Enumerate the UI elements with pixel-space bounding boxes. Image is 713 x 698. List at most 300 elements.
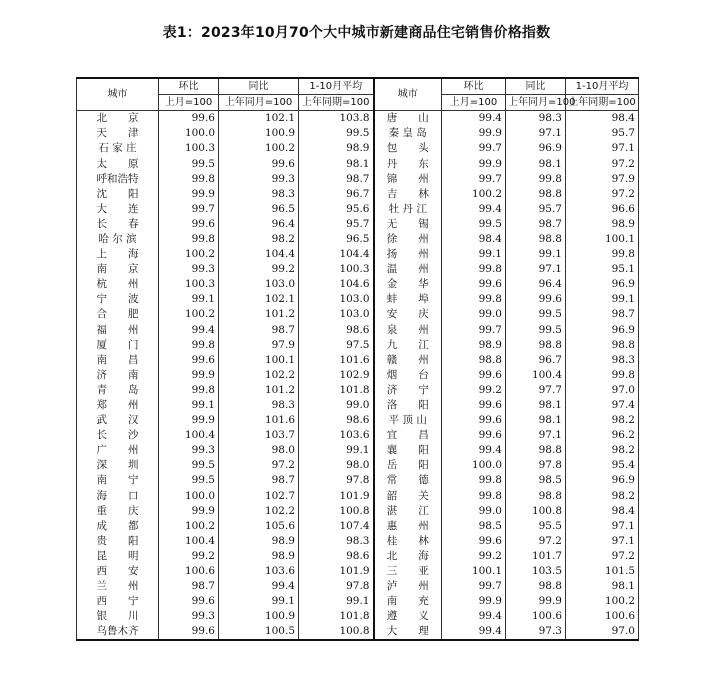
cell-city-right: 蚌 埠 [374,292,442,307]
cell-avg-left: 96.5 [299,232,374,247]
cell-yoy-right: 95.5 [506,519,566,534]
cell-city-right: 韶 关 [374,489,442,504]
cell-avg-right: 98.4 [566,504,639,519]
cell-avg-right: 97.2 [566,156,639,171]
cell-city-right: 济 宁 [374,383,442,398]
cell-avg-right: 95.1 [566,262,639,277]
cell-city-left: 西 安 [77,564,159,579]
cell-avg-right: 100.6 [566,609,639,624]
cell-city-right: 三 亚 [374,564,442,579]
cell-avg-left: 101.9 [299,564,374,579]
cell-city-left: 厦 门 [77,338,159,353]
cell-mom-left: 100.0 [159,126,219,141]
cell-city-left: 石 家 庄 [77,141,159,156]
cell-yoy-left: 98.9 [219,549,299,564]
cell-city-left: 北 京 [77,111,159,127]
table-row [77,338,639,353]
cell-avg-left: 97.8 [299,579,374,594]
table-row [77,428,639,443]
cell-mom-right: 99.2 [442,549,506,564]
cell-yoy-left: 96.5 [219,202,299,217]
cell-mom-left: 99.9 [159,413,219,428]
cell-avg-right: 97.1 [566,519,639,534]
cell-mom-right: 99.6 [442,398,506,413]
cell-yoy-left: 99.2 [219,262,299,277]
cell-yoy-left: 96.4 [219,217,299,232]
cell-mom-left: 98.7 [159,579,219,594]
cell-yoy-right: 101.7 [506,549,566,564]
cell-city-right: 泸 州 [374,579,442,594]
cell-yoy-left: 98.3 [219,398,299,413]
cell-yoy-right: 97.1 [506,428,566,443]
cell-avg-left: 97.8 [299,473,374,488]
cell-yoy-right: 97.7 [506,383,566,398]
table-row [77,141,639,156]
table-row [77,383,639,398]
cell-city-left: 广 州 [77,443,159,458]
cell-yoy-left: 99.1 [219,594,299,609]
cell-yoy-right: 98.8 [506,443,566,458]
cell-city-right: 徐 州 [374,232,442,247]
cell-city-left: 银 川 [77,609,159,624]
table-row [77,292,639,307]
cell-yoy-right: 98.5 [506,473,566,488]
cell-city-right: 金 华 [374,277,442,292]
table-row [77,519,639,534]
cell-city-right: 九 江 [374,338,442,353]
cell-avg-left: 101.6 [299,353,374,368]
cell-city-left: 沈 阳 [77,187,159,202]
cell-yoy-left: 102.7 [219,489,299,504]
cell-yoy-left: 103.0 [219,277,299,292]
base-avg-right: 上年同期=100 [566,95,639,111]
cell-avg-right: 96.9 [566,277,639,292]
col-header-city-left: 城市 [77,78,159,111]
cell-city-left: 合 肥 [77,307,159,322]
cell-mom-right: 98.8 [442,353,506,368]
cell-mom-left: 99.4 [159,323,219,338]
cell-city-left: 大 连 [77,202,159,217]
cell-avg-left: 104.6 [299,277,374,292]
cell-avg-right: 100.2 [566,594,639,609]
table-row [77,579,639,594]
cell-mom-left: 100.3 [159,277,219,292]
cell-yoy-right: 97.1 [506,262,566,277]
cell-yoy-left: 101.2 [219,307,299,322]
cell-avg-left: 101.8 [299,609,374,624]
cell-mom-right: 99.6 [442,277,506,292]
cell-yoy-left: 102.1 [219,111,299,127]
col-header-yoy-left: 同比 [219,78,299,95]
cell-avg-right: 96.9 [566,323,639,338]
cell-city-right: 岳 阳 [374,458,442,473]
cell-avg-right: 98.9 [566,217,639,232]
cell-avg-left: 98.9 [299,141,374,156]
cell-avg-right: 97.9 [566,172,639,187]
cell-mom-right: 98.4 [442,232,506,247]
cell-mom-right: 99.6 [442,368,506,383]
cell-mom-left: 99.3 [159,443,219,458]
cell-city-left: 青 岛 [77,383,159,398]
cell-mom-right: 99.9 [442,594,506,609]
table-row [77,156,639,171]
base-mom-right: 上月=100 [442,95,506,111]
col-header-mom-right: 环比 [442,78,506,95]
cell-city-right: 北 海 [374,549,442,564]
cell-avg-right: 98.1 [566,579,639,594]
cell-city-right: 吉 林 [374,187,442,202]
table-row [77,353,639,368]
cell-yoy-right: 96.9 [506,141,566,156]
table-row [77,443,639,458]
cell-yoy-left: 100.5 [219,624,299,640]
cell-city-left: 上 海 [77,247,159,262]
cell-avg-right: 98.2 [566,443,639,458]
cell-mom-left: 99.9 [159,504,219,519]
cell-avg-left: 98.1 [299,156,374,171]
cell-yoy-left: 100.2 [219,141,299,156]
cell-city-left: 昆 明 [77,549,159,564]
table-row [77,564,639,579]
cell-mom-right: 99.1 [442,247,506,262]
table-row [77,368,639,383]
cell-avg-right: 97.0 [566,383,639,398]
base-yoy-right: 上年同月=100 [506,95,566,111]
cell-city-left: 天 津 [77,126,159,141]
cell-mom-left: 99.6 [159,353,219,368]
col-header-mom-left: 环比 [159,78,219,95]
cell-avg-right: 101.5 [566,564,639,579]
cell-avg-right: 98.7 [566,307,639,322]
table-row [77,247,639,262]
cell-mom-right: 99.7 [442,579,506,594]
base-avg-left: 上年同期=100 [299,95,374,111]
cell-city-right: 丹 东 [374,156,442,171]
table-row [77,398,639,413]
cell-mom-left: 99.6 [159,111,219,127]
table-row [77,594,639,609]
cell-mom-right: 99.7 [442,323,506,338]
cell-avg-left: 98.6 [299,323,374,338]
cell-mom-left: 99.8 [159,338,219,353]
cell-avg-left: 107.4 [299,519,374,534]
cell-yoy-right: 97.1 [506,126,566,141]
cell-yoy-right: 99.6 [506,292,566,307]
table-row [77,307,639,322]
cell-mom-left: 99.6 [159,217,219,232]
col-header-avg-left: 1-10月平均 [299,78,374,95]
cell-mom-right: 99.6 [442,428,506,443]
cell-mom-left: 99.2 [159,549,219,564]
cell-yoy-left: 104.4 [219,247,299,262]
cell-mom-left: 99.6 [159,624,219,640]
cell-avg-left: 102.9 [299,368,374,383]
cell-mom-left: 100.3 [159,141,219,156]
cell-avg-right: 98.2 [566,489,639,504]
cell-city-right: 常 德 [374,473,442,488]
cell-city-right: 锦 州 [374,172,442,187]
cell-yoy-right: 100.8 [506,504,566,519]
col-header-avg-right: 1-10月平均 [566,78,639,95]
cell-mom-right: 100.0 [442,458,506,473]
cell-avg-left: 95.6 [299,202,374,217]
cell-city-right: 湛 江 [374,504,442,519]
table-row [77,277,639,292]
cell-avg-left: 98.7 [299,172,374,187]
cell-mom-left: 99.8 [159,383,219,398]
cell-avg-right: 98.3 [566,353,639,368]
cell-mom-right: 99.2 [442,383,506,398]
cell-city-left: 贵 阳 [77,534,159,549]
cell-yoy-right: 98.7 [506,217,566,232]
cell-mom-right: 99.6 [442,534,506,549]
cell-yoy-right: 98.1 [506,156,566,171]
cell-yoy-right: 99.5 [506,307,566,322]
cell-city-right: 牡 丹 江 [374,202,442,217]
cell-city-right: 南 充 [374,594,442,609]
table-title: 表1：2023年10月70个大中城市新建商品住宅销售价格指数 [162,25,551,41]
cell-city-left: 成 都 [77,519,159,534]
cell-mom-left: 99.9 [159,368,219,383]
cell-mom-right: 99.5 [442,217,506,232]
cell-avg-left: 100.8 [299,624,374,640]
cell-yoy-left: 103.6 [219,564,299,579]
cell-avg-right: 95.4 [566,458,639,473]
table-row [77,549,639,564]
cell-yoy-right: 99.9 [506,594,566,609]
cell-mom-right: 99.6 [442,413,506,428]
cell-mom-left: 100.4 [159,534,219,549]
cell-avg-left: 99.5 [299,126,374,141]
cell-mom-left: 99.6 [159,594,219,609]
cell-mom-left: 99.5 [159,156,219,171]
cell-avg-left: 100.3 [299,262,374,277]
table-row [77,473,639,488]
cell-yoy-left: 102.2 [219,504,299,519]
table-body [77,111,639,641]
table-row [77,323,639,338]
cell-yoy-left: 105.6 [219,519,299,534]
table-row [77,489,639,504]
cell-city-left: 深 圳 [77,458,159,473]
table-row [77,413,639,428]
cell-yoy-right: 98.1 [506,413,566,428]
cell-avg-right: 97.2 [566,187,639,202]
cell-mom-right: 99.8 [442,292,506,307]
cell-city-right: 泉 州 [374,323,442,338]
cell-avg-right: 96.2 [566,428,639,443]
cell-city-right: 安 庆 [374,307,442,322]
cell-city-right: 襄 阳 [374,443,442,458]
cell-yoy-right: 96.7 [506,353,566,368]
cell-city-left: 呼和浩特 [77,172,159,187]
cell-yoy-left: 101.2 [219,383,299,398]
cell-mom-left: 100.2 [159,247,219,262]
table-row [77,458,639,473]
cell-avg-left: 97.5 [299,338,374,353]
cell-avg-right: 96.9 [566,473,639,488]
cell-avg-left: 104.4 [299,247,374,262]
cell-avg-right: 97.4 [566,398,639,413]
cell-city-right: 唐 山 [374,111,442,127]
cell-city-right: 遵 义 [374,609,442,624]
cell-mom-right: 99.0 [442,307,506,322]
cell-avg-left: 101.9 [299,489,374,504]
cell-mom-right: 99.0 [442,504,506,519]
cell-mom-left: 99.3 [159,609,219,624]
cell-yoy-left: 98.3 [219,187,299,202]
cell-yoy-right: 100.6 [506,609,566,624]
cell-city-left: 太 原 [77,156,159,171]
cell-avg-left: 98.6 [299,549,374,564]
cell-city-left: 南 昌 [77,353,159,368]
cell-city-left: 南 京 [77,262,159,277]
cell-yoy-right: 97.3 [506,624,566,640]
cell-city-left: 长 沙 [77,428,159,443]
cell-yoy-left: 97.2 [219,458,299,473]
cell-city-left: 宁 波 [77,292,159,307]
cell-avg-right: 98.4 [566,111,639,127]
cell-yoy-right: 99.1 [506,247,566,262]
cell-mom-left: 100.2 [159,307,219,322]
cell-avg-left: 103.6 [299,428,374,443]
cell-mom-right: 99.7 [442,172,506,187]
cell-mom-right: 99.8 [442,489,506,504]
cell-mom-right: 99.4 [442,443,506,458]
cell-city-left: 重 庆 [77,504,159,519]
base-yoy-left: 上年同月=100 [219,95,299,111]
cell-city-left: 武 汉 [77,413,159,428]
cell-mom-right: 100.2 [442,187,506,202]
cell-avg-right: 99.8 [566,247,639,262]
cell-yoy-right: 98.8 [506,579,566,594]
cell-city-right: 平 顶 山 [374,413,442,428]
cell-mom-left: 100.2 [159,519,219,534]
cell-mom-left: 99.5 [159,473,219,488]
cell-mom-left: 99.7 [159,202,219,217]
cell-mom-right: 98.5 [442,519,506,534]
cell-mom-left: 100.4 [159,428,219,443]
cell-yoy-left: 99.3 [219,172,299,187]
cell-mom-right: 99.8 [442,473,506,488]
cell-mom-right: 99.7 [442,141,506,156]
cell-mom-left: 99.8 [159,172,219,187]
cell-city-right: 惠 州 [374,519,442,534]
cell-yoy-right: 99.5 [506,323,566,338]
cell-yoy-left: 98.7 [219,323,299,338]
cell-yoy-right: 97.8 [506,458,566,473]
cell-city-left: 兰 州 [77,579,159,594]
cell-mom-right: 99.9 [442,126,506,141]
cell-yoy-right: 97.2 [506,534,566,549]
cell-city-right: 无 锡 [374,217,442,232]
table-row [77,126,639,141]
cell-mom-left: 99.8 [159,232,219,247]
cell-city-right: 桂 林 [374,534,442,549]
cell-city-left: 海 口 [77,489,159,504]
table-row [77,232,639,247]
table-row [77,624,639,640]
cell-city-right: 洛 阳 [374,398,442,413]
cell-avg-left: 103.0 [299,292,374,307]
cell-avg-right: 98.8 [566,338,639,353]
cell-avg-left: 103.8 [299,111,374,127]
cell-yoy-right: 103.5 [506,564,566,579]
cell-avg-right: 98.2 [566,413,639,428]
cell-avg-right: 100.1 [566,232,639,247]
cell-mom-left: 99.9 [159,187,219,202]
cell-city-left: 南 宁 [77,473,159,488]
table-row [77,187,639,202]
cell-yoy-right: 98.8 [506,187,566,202]
cell-yoy-left: 99.6 [219,156,299,171]
cell-city-left: 郑 州 [77,398,159,413]
table-row [77,217,639,232]
cell-city-right: 秦 皇 岛 [374,126,442,141]
cell-city-left: 杭 州 [77,277,159,292]
cell-mom-right: 99.4 [442,202,506,217]
cell-city-left: 哈 尔 滨 [77,232,159,247]
cell-avg-right: 97.0 [566,624,639,640]
cell-city-right: 包 头 [374,141,442,156]
col-header-city-right: 城市 [374,78,442,111]
cell-avg-right: 97.1 [566,141,639,156]
cell-yoy-left: 98.7 [219,473,299,488]
cell-avg-left: 99.0 [299,398,374,413]
cell-city-right: 扬 州 [374,247,442,262]
table-row [77,504,639,519]
cell-avg-left: 98.6 [299,413,374,428]
cell-city-left: 济 南 [77,368,159,383]
cell-city-right: 温 州 [374,262,442,277]
cell-avg-right: 96.6 [566,202,639,217]
cell-city-left: 西 宁 [77,594,159,609]
col-header-yoy-right: 同比 [506,78,566,95]
cell-city-left: 乌鲁木齐 [77,624,159,640]
cell-mom-right: 99.4 [442,111,506,127]
cell-yoy-right: 98.3 [506,111,566,127]
cell-yoy-left: 100.9 [219,126,299,141]
cell-mom-left: 99.3 [159,262,219,277]
cell-avg-left: 95.7 [299,217,374,232]
cell-yoy-left: 103.7 [219,428,299,443]
cell-mom-right: 99.8 [442,262,506,277]
cell-yoy-right: 98.8 [506,338,566,353]
cell-avg-right: 99.1 [566,292,639,307]
cell-mom-right: 99.9 [442,156,506,171]
header-row-2 [77,95,639,111]
table-row [77,534,639,549]
cell-yoy-left: 100.9 [219,609,299,624]
cell-yoy-right: 98.8 [506,489,566,504]
cell-avg-left: 99.1 [299,594,374,609]
base-mom-left: 上月=100 [159,95,219,111]
table-row [77,262,639,277]
cell-yoy-right: 95.7 [506,202,566,217]
cell-yoy-left: 98.0 [219,443,299,458]
table-row [77,202,639,217]
cell-avg-left: 101.8 [299,383,374,398]
cell-yoy-left: 102.2 [219,368,299,383]
cell-yoy-left: 102.1 [219,292,299,307]
cell-avg-left: 96.7 [299,187,374,202]
cell-city-right: 烟 台 [374,368,442,383]
price-index-table [76,77,639,641]
table-row [77,111,639,127]
cell-yoy-right: 100.4 [506,368,566,383]
cell-yoy-right: 96.4 [506,277,566,292]
cell-yoy-left: 98.2 [219,232,299,247]
